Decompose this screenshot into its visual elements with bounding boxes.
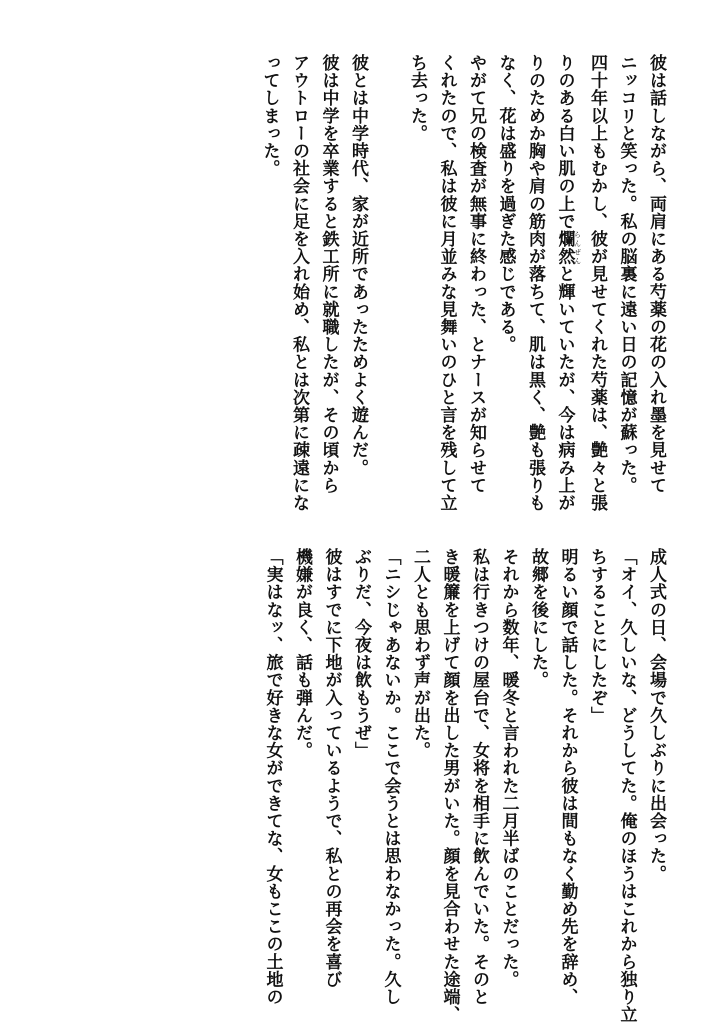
text-line: くれたので、私は彼に月並みな見舞いのひと言を残して立 (436, 54, 457, 512)
ruby-annotation (554, 230, 582, 266)
text-line: りのためか胸や肩の筋肉が落ちて、肌は黒く、艶も張りも (525, 54, 545, 512)
text-line: ちすることにしたぞ」 (587, 548, 607, 724)
text-line: それから数年、暖冬と言われた二月半ばのことだった。 (498, 548, 519, 988)
ruby-reading: らんぜん (573, 230, 582, 266)
text-line: なく、花は盛りを過ぎた感じである。 (495, 54, 516, 354)
text-line: 二人とも思わず声が出た。 (410, 548, 430, 760)
text-block-top (254, 54, 670, 512)
text-line: き暖簾を上げて顔を出した男がいた。顔を見合わせた途端、 (439, 548, 460, 1023)
text-line: 彼とは中学時代、家が近所であったためよく遊んだ。 (348, 54, 368, 477)
text-line: ニッコリと笑った。私の脳裏に遠い日の記憶が蘇った。 (616, 54, 637, 494)
text-line: アウトローの社会に足を入れ始め、私とは次第に疎遠にな (289, 54, 309, 512)
text-line-with-ruby (549, 54, 582, 512)
text-line: ぶりだ、今夜は飲もうぜ」 (351, 548, 371, 760)
text-line: ち去った。 (407, 54, 427, 142)
text-line: 故郷を後にした。 (528, 548, 548, 689)
text-line: 彼は話しながら、両肩にある芍薬の花の入れ墨を見せて (646, 54, 666, 494)
text-line: 「ニシじゃあないか。ここで会うとは思わなかった。久し (380, 548, 401, 1006)
paragraph-gap (372, 54, 402, 484)
text-line: やがて兄の検査が無事に終わった、とナースが知らせて (466, 54, 486, 494)
ruby-base: 爛然 (554, 230, 575, 266)
text-line: 私は行きつけの屋台で、女将を相手に飲んでいた。そのと (469, 548, 489, 1006)
text-line: 彼はすでに下地が入っているようで、私との再会を喜び (321, 548, 342, 988)
text-line: 彼は中学を卒業すると鉄工所に就職したが、その頃から (318, 54, 339, 494)
text-line: 「実はなッ、旅で好きな女ができてな、女もここの土地の (262, 548, 283, 1006)
text-line: 機嫌が良く、話も弾んだ。 (292, 548, 312, 760)
text-line: 明るい顔で話した。それから彼は間もなく勤め先を辞め、 (557, 548, 578, 1006)
text-block-bottom (257, 548, 670, 1023)
text-fragment: と輝いていたが、今は病み上が (554, 265, 575, 512)
text-line: 四十年以上もむかし、彼が見せてくれた芍薬は、艶々と張 (587, 54, 607, 512)
text-fragment: りのある白い肌の上で (554, 54, 575, 230)
text-line: 成人式の日、会場で久しぶりに出会った。 (646, 548, 666, 883)
text-line: 「オイ、久しいな、どうしてた。俺のほうはこれから独り立 (616, 548, 637, 1023)
text-line: ってしまった。 (259, 54, 280, 178)
